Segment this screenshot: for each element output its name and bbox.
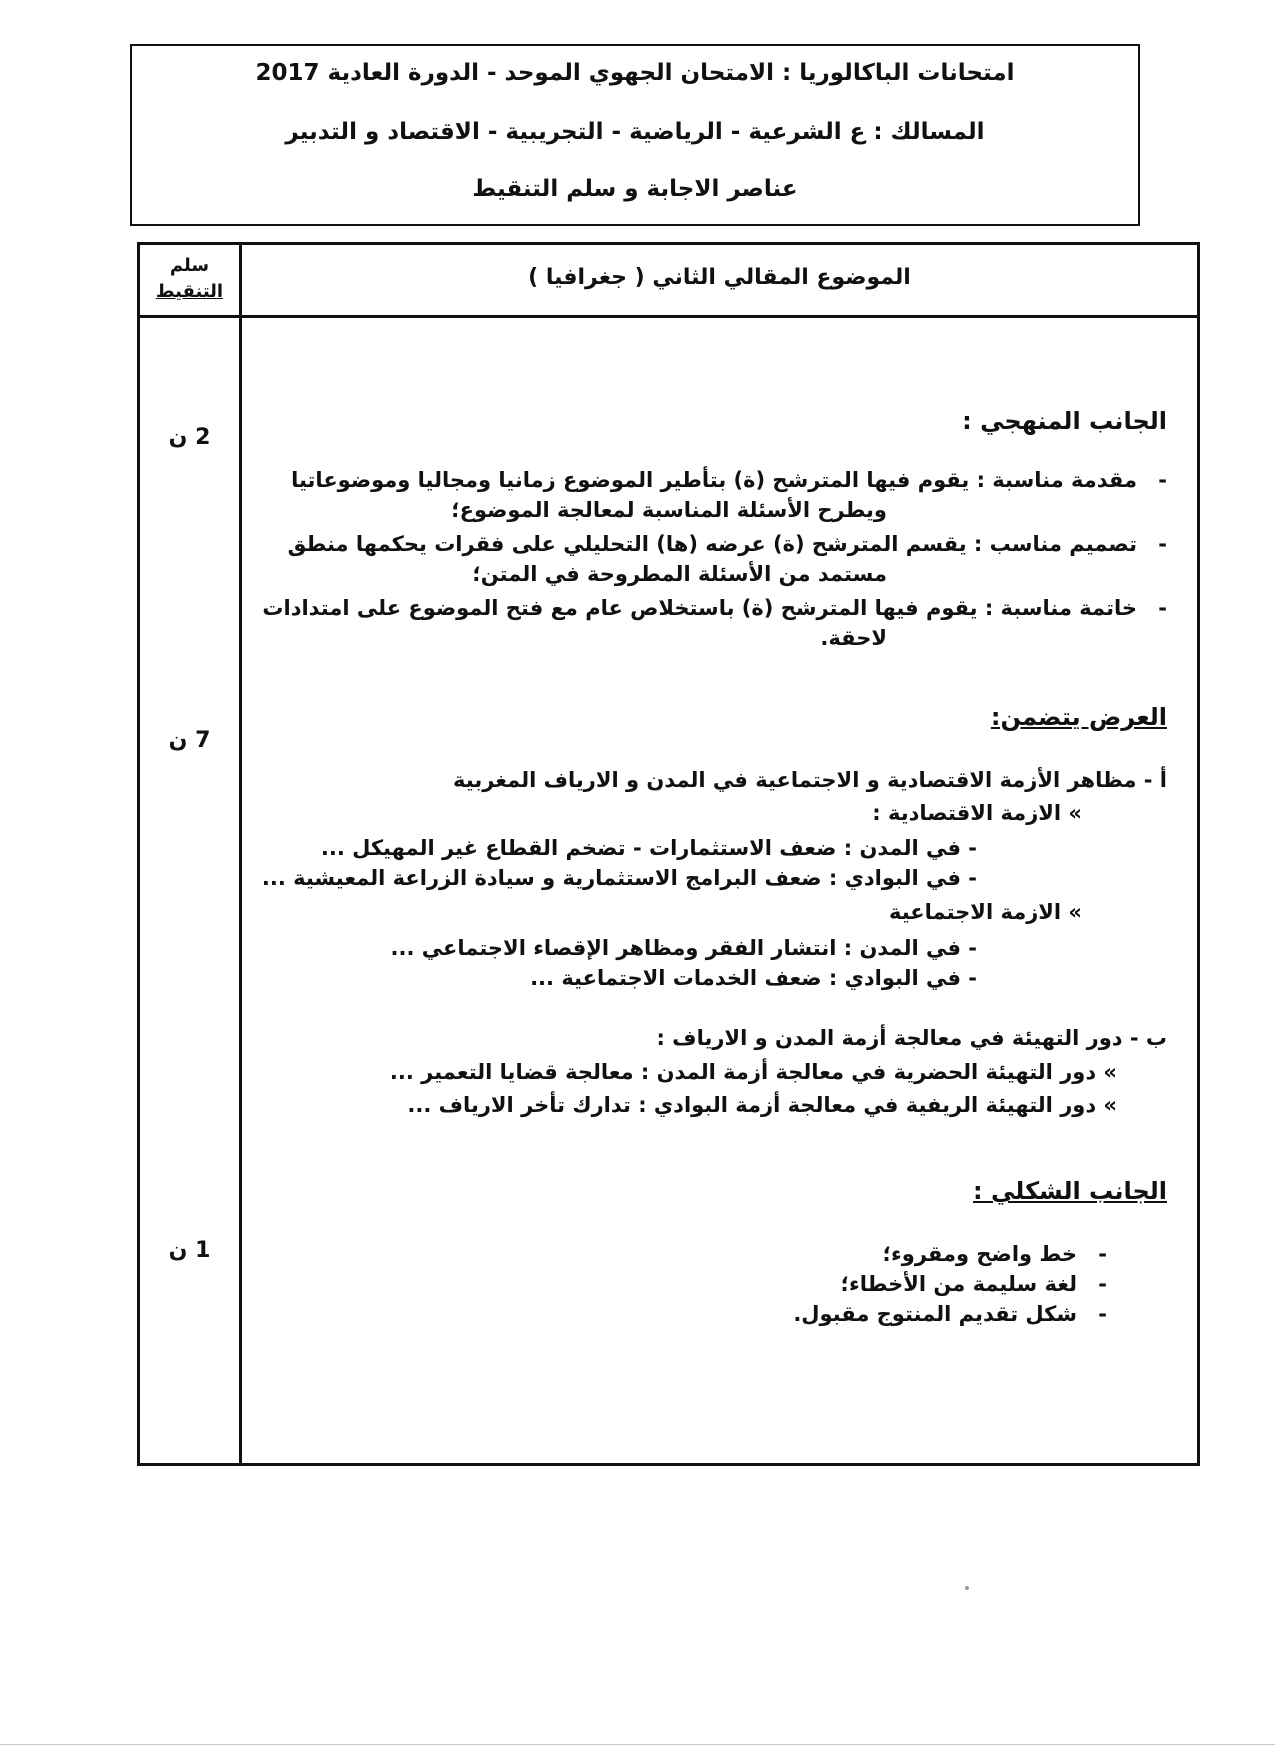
score-form: 1 ن xyxy=(168,1238,211,1263)
scan-speck xyxy=(965,1586,969,1590)
list-item: -شكل تقديم المنتوج مقبول. xyxy=(793,1302,1107,1326)
page-bottom-rule xyxy=(0,1744,1275,1745)
form-title: الجانب الشكلي : xyxy=(973,1177,1167,1205)
list-item: -خط واضح ومقروء؛ xyxy=(882,1242,1107,1266)
social-crisis-heading: » الازمة الاجتماعية xyxy=(888,900,1082,924)
exam-subtitle: عناصر الاجابة و سلم التنقيط xyxy=(472,176,798,202)
list-item: -خاتمة مناسبة : يقوم فيها المترشح (ة) باستخلاص عام مع فتح الموضوع على امتدادات xyxy=(262,596,1167,620)
score-body: 7 ن xyxy=(168,728,211,753)
list-item: - في البوادي : ضعف الخدمات الاجتماعية ... xyxy=(530,966,977,990)
methodology-title: الجانب المنهجي : xyxy=(962,407,1167,435)
list-item: -لغة سليمة من الأخطاء؛ xyxy=(840,1272,1107,1296)
body-section-b-title: ب - دور التهيئة في معالجة أزمة المدن و الارياف : xyxy=(656,1026,1167,1050)
body-section-a-title: أ - مظاهر الأزمة الاقتصادية و الاجتماعية في المدن و الارياف المغربية xyxy=(453,768,1167,792)
body-title: العرض يتضمن: xyxy=(990,703,1167,731)
economic-crisis-heading: » الازمة الاقتصادية : xyxy=(872,801,1082,825)
list-item: - في البوادي : ضعف البرامج الاستثمارية و سيادة الزراعة المعيشية ... xyxy=(261,866,977,890)
list-item: » دور التهيئة الحضرية في معالجة أزمة المدن : معالجة قضايا التعمير ... xyxy=(389,1060,1117,1084)
exam-title: امتحانات الباكالوريا : الامتحان الجهوي الموحد - الدورة العادية 2017 xyxy=(255,60,1015,86)
column-divider xyxy=(239,245,242,1463)
list-item: - في المدن : انتشار الفقر ومظاهر الإقصاء الاجتماعي ... xyxy=(390,936,977,960)
answer-content xyxy=(250,245,1167,1463)
list-item: - في المدن : ضعف الاستثمارات - تضخم القطاع غير المهيكل ... xyxy=(320,836,977,860)
exam-tracks: المسالك : ع الشرعية - الرياضية - التجريبية - الاقتصاد و التدبير xyxy=(285,119,985,145)
list-item: » دور التهيئة الريفية في معالجة أزمة البوادي : تدارك تأخر الارياف ... xyxy=(407,1093,1117,1117)
topic-title: الموضوع المقالي الثاني ( جغرافيا ) xyxy=(528,265,911,290)
list-item-continuation: ويطرح الأسئلة المناسبة لمعالجة الموضوع؛ xyxy=(451,498,887,522)
score-methodology: 2 ن xyxy=(168,425,211,450)
list-item: -مقدمة مناسبة : يقوم فيها المترشح (ة) بتأطير الموضوع زمانيا ومجاليا وموضوعاتيا xyxy=(291,468,1167,492)
exam-header-box xyxy=(130,44,1140,226)
grading-table xyxy=(137,242,1200,1466)
score-column-header: سلم التنقيط xyxy=(155,255,224,302)
list-item-continuation: مستمد من الأسئلة المطروحة في المتن؛ xyxy=(472,562,887,586)
list-item-continuation: لاحقة. xyxy=(820,626,887,650)
list-item: -تصميم مناسب : يقسم المترشح (ة) عرضه (ها) التحليلي على فقرات يحكمها منطق xyxy=(287,532,1167,556)
